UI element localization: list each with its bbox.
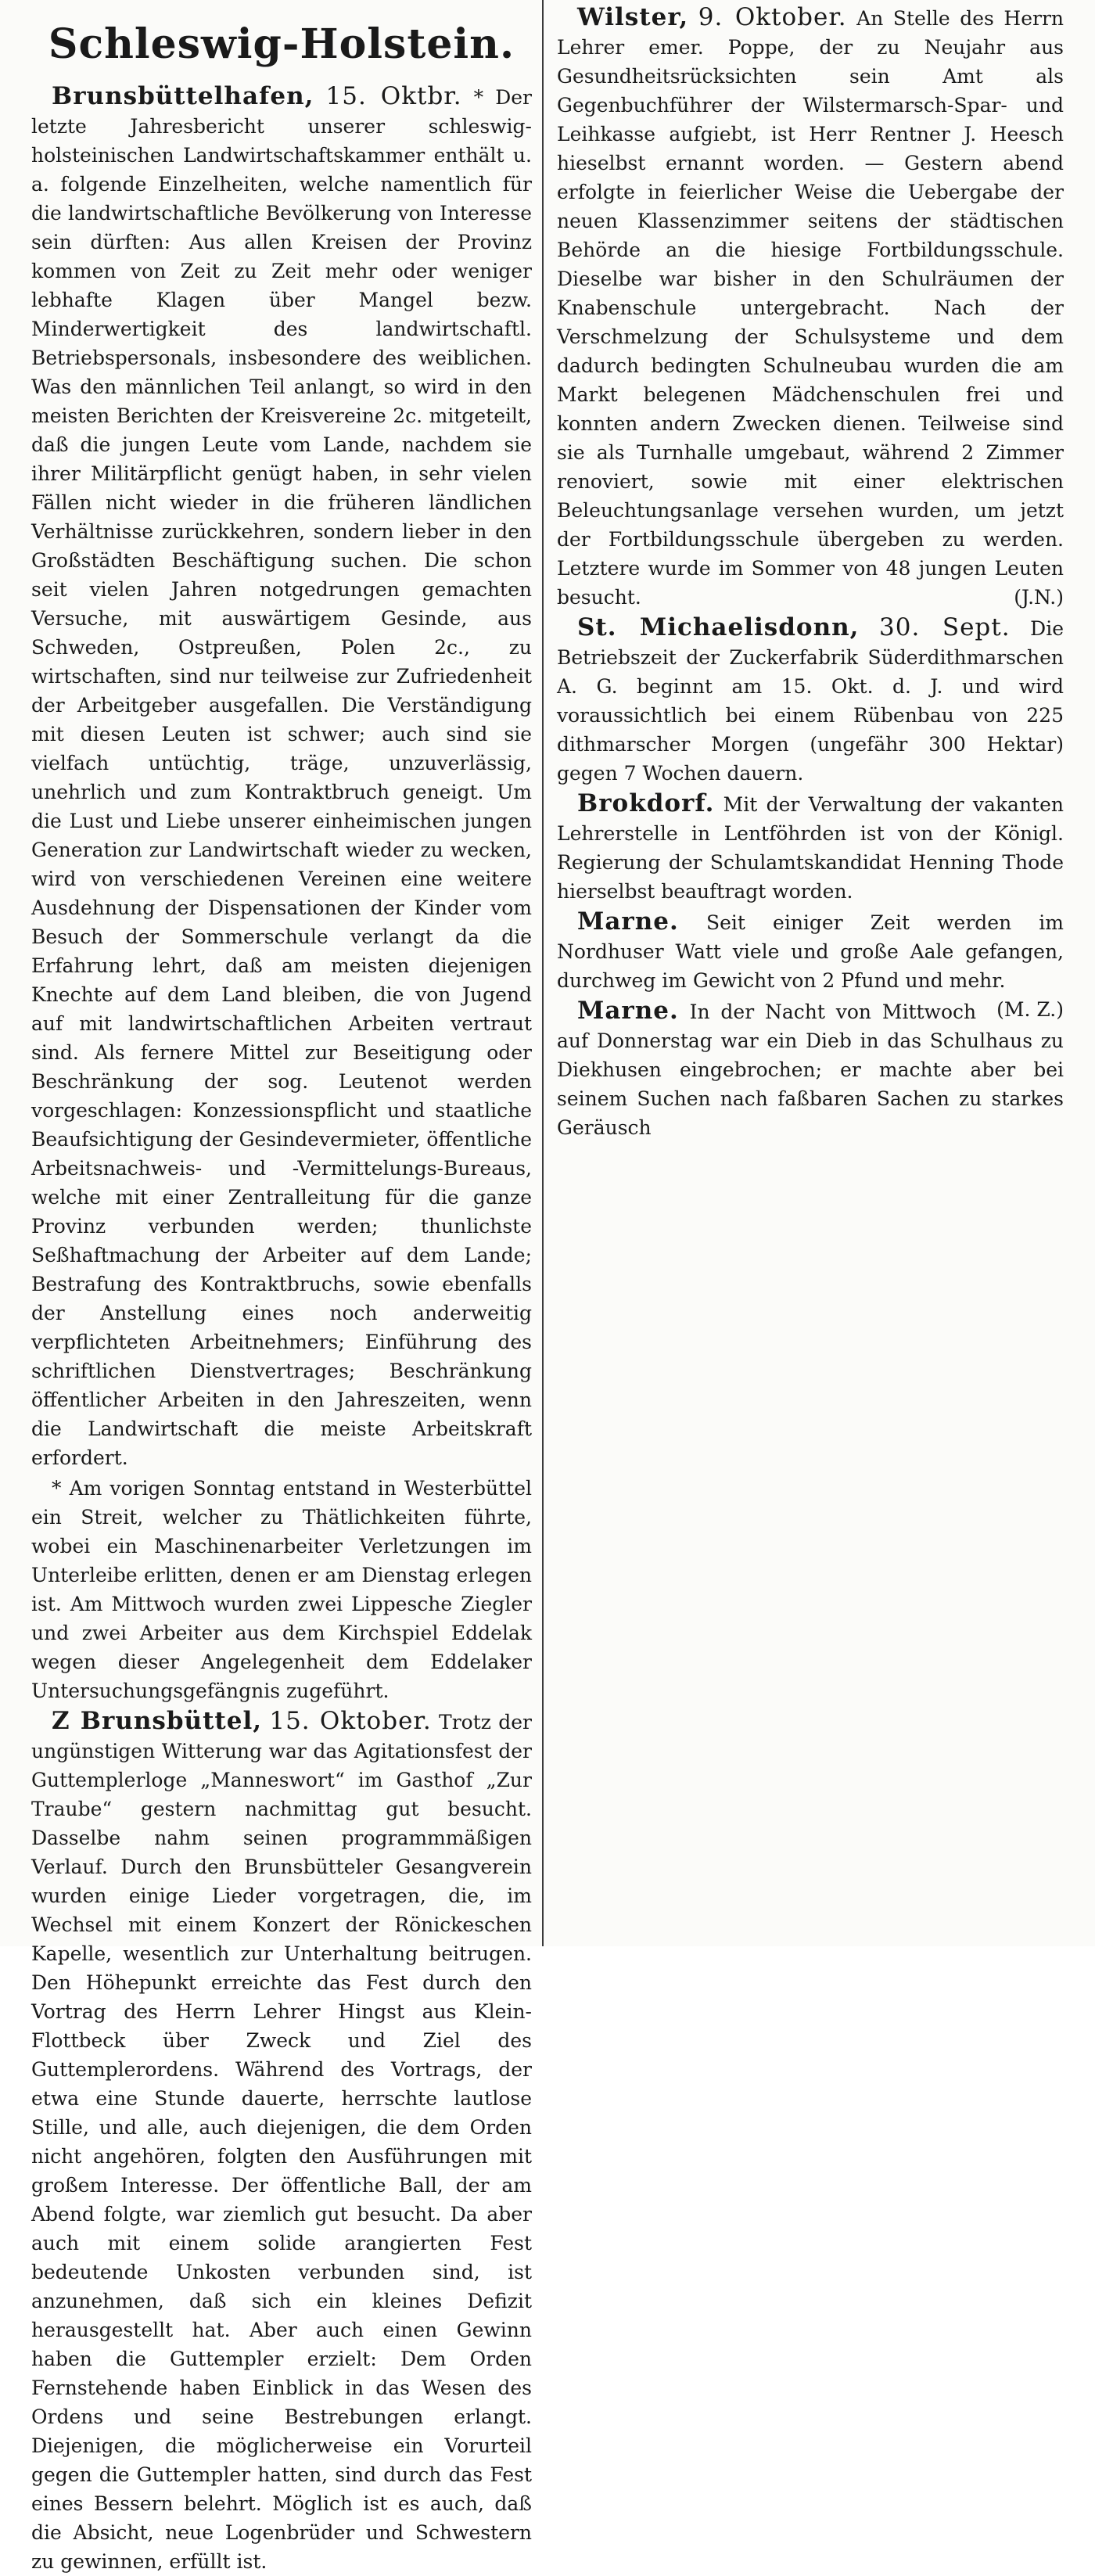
column-divider xyxy=(542,0,544,1946)
left-column xyxy=(31,0,533,2573)
dateline-place: Brokdorf. xyxy=(577,789,715,817)
dateline-date: 15. Oktbr. xyxy=(325,82,462,110)
article-brokdorf xyxy=(557,789,1064,906)
article-body: * Der letzte Jahresbericht unserer schleswig-holsteinischen Landwirtschaftskammer enthält u. a. folgende Einzelheiten, welche namentlich für die landwirtschaftliche Bevölkerung von Interesse sein dürften: Aus allen Kreisen der Provinz kommen von Zeit zu Zeit mehr oder weniger lebhafte Klagen über Mangel bezw. Minderwertigkeit des landwirtschaftl. Betriebspersonals, insbesondere des weiblichen. Was den männlichen Teil anlangt, so wird in den meisten Berichten der Kreisvereine 2c. mitgeteilt, daß die jungen Leute vom Lande, nachdem sie ihrer Militärpflicht genügt haben, in sehr vielen Fällen nicht wieder in die früheren ländlichen Verhältnisse zurückkehren, sondern lieber in den Großstädten Beschäftigung suchen. Die schon seit vielen Jahren notgedrungen gemachten Versuche, mit auswärtigem Gesinde, aus Schweden, Ostpreußen, Polen 2c., zu wirtschaften, sind nur teilweise zur Zufriedenheit der Arbeitgeber ausgefallen. Die Verständigung mit diesen Leuten ist schwer; auch sind sie vielfach untüchtig, träge, unzuverlässig, unehrlich und zum Kontraktbruch geneigt. Um die Lust und Liebe unserer einheimischen jungen Generation zur Landwirtschaft wieder zu wecken, wird von verschiedenen Vereinen eine weitere Ausdehnung der Dispensationen der Kinder vom Besuch der Sommerschule verlangt da die Erfahrung lehrt, daß am meisten diejenigen Knechte auf dem Land bleiben, die von Jugend auf mit landwirtschaftlichen Arbeiten vertraut sind. Als fernere Mittel zur Beseitigung oder Beschränkung der sog. Leutenot werden vorgeschlagen: Konzessionspflicht und staatliche Beaufsichtigung der Gesindevermieter, öffentliche Arbeitsnachweis- und -Vermittelungs-Bureaus, welche mit einer Zentralleitung für die ganze Provinz verbunden werden; thunlichste Seßhaftmachung der Arbeiter auf dem Lande; Bestrafung des Kontraktbruchs, sowie ebenfalls der Anstellung eines noch anderweitig verpflichteten Arbeitnehmers; Einführung des schriftlichen Dienstvertrages; Beschränkung öffentlicher Arbeiten in den Jahreszeiten, wenn die Landwirtschaft die meiste Arbeitskraft erfordert. xyxy=(31,86,532,1469)
article-wilster xyxy=(557,3,1064,612)
article-body: Trotz der ungünstigen Witterung war das Agitationsfest der Guttemplerloge „Manneswort“ im Gasthof „Zur Traube“ gestern nachmittag gut besucht. Dasselbe nahm seinen programmmäßigen Verlauf. Durch den Brunsbütteler Gesangverein wurden einige Lieder vorgetragen, die, im Wechsel mit einem Konzert der Rönickeschen Kapelle, wesentlich zur Unterhaltung beitrugen. Den Höhepunkt erreichte das Fest durch den Vortrag des Herrn Lehrer Hingst aus Klein-Flottbeck über Zweck und Ziel des Guttemplerordens. Während des Vortrags, der etwa eine Stunde dauerte, herrschte lautlose Stille, und alle, auch diejenigen, die dem Orden nicht angehören, folgten den Ausführungen mit großem Interesse. Der öffentliche Ball, der am Abend folgte, war ziemlich gut besucht. Da aber auch mit einem solide arangierten Fest bedeutende Unkosten verbunden sind, ist anzunehmen, daß sich ein kleines Defizit herausgestellt hat. Aber auch einen Gewinn haben die Guttempler erzielt: Dem Orden Fernstehende haben Einblick in das Wesen des Ordens und seine Bestrebungen erlangt. Diejenigen, die möglicherweise ein Vorurteil gegen die Guttempler hatten, sind durch das Fest eines Bessern belehrt. Möglich ist es auch, daß die Absicht, neue Logenbrüder und Schwestern zu gewinnen, erfüllt ist. xyxy=(31,1711,533,2573)
article-signature: (M. Z.) xyxy=(996,998,1064,1021)
article-body: Die Betriebszeit der Zuckerfabrik Süderdithmarschen A. G. beginnt am 15. Okt. d. J. und wird voraussichtlich bei einem Rübenbau von 225 dithmarscher Morgen (ungefähr 300 Hektar) gegen 7 Wochen dauern. xyxy=(557,617,1064,785)
dateline-place: Marne. xyxy=(577,907,679,936)
article-body: Seit einiger Zeit werden im Nordhuser Watt viele und große Aale gefangen, durchweg im Gewicht von 2 Pfund und mehr. xyxy=(557,911,1064,992)
article-body: An Stelle des Herrn Lehrer emer. Poppe, der zu Neujahr aus Gesundheitsrücksichten sein Amt als Gegenbuchführer der Wilstermarsch-Spar- und Leihkasse aufgiebt, ist Herr Rentner J. Heesch hieselbst ernannt worden. — Gestern abend erfolgte in feierlicher Weise die Uebergabe der neuen Klassenzimmer seitens der städtischen Behörde an die hiesige Fortbildungsschule. Dieselbe war bisher in den Schulräumen der Knabenschule untergebracht. Nach der Verschmelzung der Schulsysteme und dem dadurch bedingten Schulneubau wurden die am Markt belegenen Mädchenschulen frei und konnten andern Zwecken dienen. Teilweise sind sie als Turnhalle umgebaut, während 2 Zimmer renoviert, sowie mit einer elektrischen Beleuchtungsanlage versehen wurden, um jetzt der Fortbildungsschule übergeben zu werden. Letztere wurde im Sommer von 48 jungen Leuten besucht. xyxy=(557,7,1064,609)
dateline-date: 15. Oktober. xyxy=(269,1707,432,1735)
dateline-date: 30. Sept. xyxy=(879,613,1011,641)
article-signature: (J.N.) xyxy=(1014,586,1064,609)
dateline-place: Brunsbüttelhafen, xyxy=(52,82,314,110)
article-body: In der Nacht von Mittwoch auf Donnerstag war ein Dieb in das Schulhaus zu Diekhusen eingebrochen; er machte aber bei seinem Suchen nach faßbaren Sachen zu starkes Geräusch xyxy=(557,1001,1064,1139)
dateline-place: Z Brunsbüttel, xyxy=(52,1707,263,1735)
article-westerbuettel: * Am vorigen Sonntag entstand in Westerbüttel ein Streit, welcher zu Thätlichkeiten führte, wobei ein Maschinenarbeiter Verletzungen im Unterleibe erlitten, denen er am Dienstag erlegen ist. Am Mittwoch wurden zwei Lippesche Ziegler und zwei Arbeiter aus dem Kirchspiel Eddelak wegen dieser Angelegenheit dem Eddelaker Untersuchungsgefängnis zugeführt. xyxy=(31,1477,532,1702)
article-brunsbuettelhafen xyxy=(31,82,532,1472)
dateline-place: Marne. xyxy=(577,997,679,1025)
article-body: Mit der Verwaltung der vakanten Lehrerstelle in Lentföhrden ist von der Königl. Regierung der Schulamtskandidat Henning Thode hierselbst beauftragt worden. xyxy=(557,793,1064,903)
dateline-place: St. Michaelisdonn, xyxy=(577,613,860,641)
dateline-place: Wilster, xyxy=(577,3,689,31)
page-title: Schleswig-Holstein. xyxy=(48,20,515,68)
article-marne-aale xyxy=(557,907,1064,1021)
article-brunsbuettel xyxy=(31,1707,532,2576)
article-st-michaelisdonn xyxy=(557,613,1064,788)
dateline-date: 9. Oktober. xyxy=(698,3,847,31)
right-column xyxy=(557,0,1064,1946)
